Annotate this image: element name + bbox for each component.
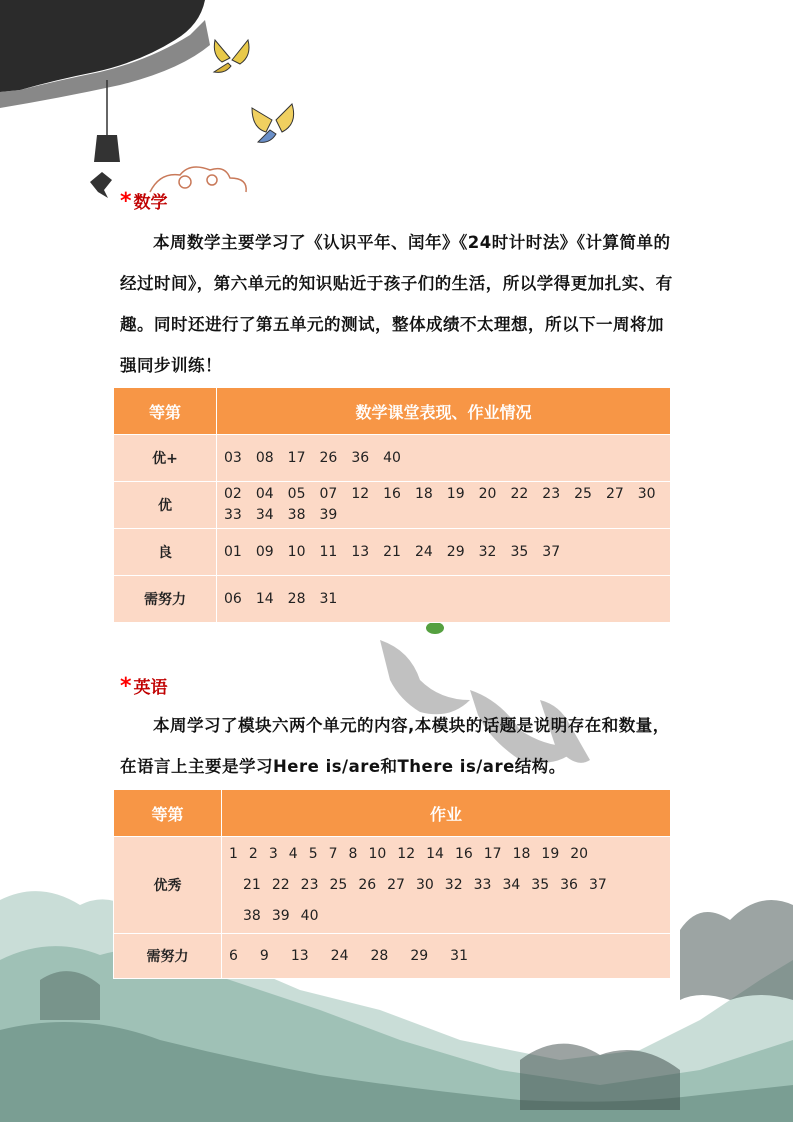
butterfly-icon <box>214 40 249 72</box>
student-number: 25 <box>574 486 592 502</box>
english-heading-text: 英语 <box>133 678 168 698</box>
table-row <box>114 435 671 482</box>
student-numbers <box>217 576 671 623</box>
student-number: 18 <box>414 486 433 502</box>
grade-level: 优 <box>114 482 217 529</box>
grade-level: 需努力 <box>114 576 217 623</box>
student-number: 17 <box>483 845 502 862</box>
student-number: 06 <box>224 591 242 607</box>
student-number: 4 <box>288 845 298 862</box>
student-number: 34 <box>502 876 521 893</box>
grade-level: 需努力 <box>114 934 222 979</box>
student-number: 04 <box>255 486 274 502</box>
student-numbers <box>222 934 671 979</box>
english-grade-table <box>113 789 671 979</box>
student-number: 14 <box>255 591 274 607</box>
student-numbers <box>217 482 671 529</box>
student-number: 03 <box>224 450 242 466</box>
table-row <box>114 576 671 623</box>
student-number: 12 <box>397 845 416 862</box>
student-number: 38 <box>287 507 306 523</box>
math-heading-text: 数学 <box>133 193 168 213</box>
student-number: 07 <box>319 486 338 502</box>
grade-level: 良 <box>114 529 217 576</box>
student-number: 26 <box>319 450 338 466</box>
student-number: 33 <box>224 507 242 523</box>
student-number: 08 <box>255 450 274 466</box>
number-line <box>229 870 670 901</box>
student-number: 18 <box>512 845 531 862</box>
table-header-content: 作业 <box>222 790 671 837</box>
roof-eave-decoration <box>0 0 210 135</box>
student-number: 02 <box>224 486 242 502</box>
student-number: 3 <box>268 845 278 862</box>
student-number: 6 <box>229 948 238 964</box>
student-number: 27 <box>605 486 624 502</box>
student-number: 1 <box>229 845 238 862</box>
student-number: 10 <box>287 544 306 560</box>
student-number: 26 <box>358 876 377 893</box>
student-number: 8 <box>348 845 358 862</box>
student-number: 23 <box>300 876 319 893</box>
student-number: 29 <box>410 948 429 964</box>
student-number: 22 <box>510 486 529 502</box>
student-number: 7 <box>328 845 338 862</box>
student-number: 9 <box>259 948 269 964</box>
student-number: 28 <box>370 948 389 964</box>
math-heading <box>120 188 168 214</box>
student-number: 05 <box>287 486 306 502</box>
leaf-icon <box>426 622 444 634</box>
math-grade-table <box>113 387 671 623</box>
table-row <box>114 529 671 576</box>
student-number: 31 <box>450 948 468 964</box>
table-row <box>114 837 671 934</box>
student-number: 36 <box>560 876 578 893</box>
student-number: 24 <box>330 948 349 964</box>
student-numbers <box>222 837 671 934</box>
student-number: 27 <box>387 876 405 893</box>
student-number: 21 <box>243 876 261 893</box>
student-number: 34 <box>255 507 274 523</box>
student-number: 36 <box>351 450 370 466</box>
grade-level: 优秀 <box>114 837 222 934</box>
student-number: 40 <box>300 907 319 924</box>
number-line <box>229 901 670 932</box>
student-number: 20 <box>478 486 497 502</box>
student-number: 11 <box>319 544 338 560</box>
student-number: 38 <box>243 907 261 924</box>
table-row <box>114 482 671 529</box>
math-paragraph: 本周数学主要学习了《认识平年、闰年》《24时计时法》《计算简单的经过时间》，第六单元的知识贴近于孩子们的生活，所以学得更加扎实、有趣。同时还进行了第五单元的测试，整体成绩不太理想，所以下一周将加强同步训练！ <box>120 233 673 375</box>
student-number: 20 <box>570 845 589 862</box>
student-number: 21 <box>383 544 401 560</box>
student-number: 30 <box>637 486 656 502</box>
table-header-level: 等第 <box>114 790 222 837</box>
student-number: 30 <box>415 876 434 893</box>
star-icon: * <box>120 674 132 699</box>
number-line <box>229 839 670 870</box>
student-number: 35 <box>510 544 529 560</box>
star-icon: * <box>120 189 132 214</box>
student-number: 39 <box>271 907 290 924</box>
student-number: 16 <box>454 845 473 862</box>
student-number: 13 <box>290 948 309 964</box>
student-number: 22 <box>271 876 290 893</box>
student-numbers <box>217 435 671 482</box>
student-number: 19 <box>446 486 465 502</box>
student-number: 28 <box>287 591 306 607</box>
student-number: 5 <box>308 845 318 862</box>
student-number: 19 <box>541 845 560 862</box>
student-number: 17 <box>287 450 306 466</box>
student-number: 24 <box>414 544 433 560</box>
student-number: 40 <box>383 450 401 466</box>
student-number: 23 <box>542 486 561 502</box>
student-number: 29 <box>446 544 465 560</box>
butterfly-icon <box>252 104 294 142</box>
student-number: 09 <box>255 544 274 560</box>
student-number: 01 <box>224 544 242 560</box>
student-number: 10 <box>368 845 387 862</box>
grade-level: 优+ <box>114 435 217 482</box>
student-number: 32 <box>444 876 463 893</box>
student-number: 37 <box>588 876 607 893</box>
table-header-content: 数学课堂表现、作业情况 <box>217 388 671 435</box>
student-number: 35 <box>531 876 550 893</box>
student-number: 2 <box>248 845 258 862</box>
wind-chime-icon <box>90 135 120 198</box>
student-number: 12 <box>351 486 370 502</box>
student-number: 13 <box>351 544 370 560</box>
student-numbers <box>217 529 671 576</box>
english-heading <box>120 673 168 699</box>
student-number: 39 <box>319 507 338 523</box>
student-number: 14 <box>426 845 444 862</box>
student-number: 32 <box>478 544 497 560</box>
table-row <box>114 934 671 979</box>
student-number: 16 <box>383 486 401 502</box>
student-number: 25 <box>329 876 348 893</box>
student-number: 37 <box>542 544 561 560</box>
table-header-level: 等第 <box>114 388 217 435</box>
student-number: 33 <box>473 876 492 893</box>
student-number: 31 <box>319 591 338 607</box>
english-paragraph: 本周学习了模块六两个单元的内容,本模块的话题是说明存在和数量，在语言上主要是学习Here is/are和There is/are结构。 <box>120 716 670 776</box>
